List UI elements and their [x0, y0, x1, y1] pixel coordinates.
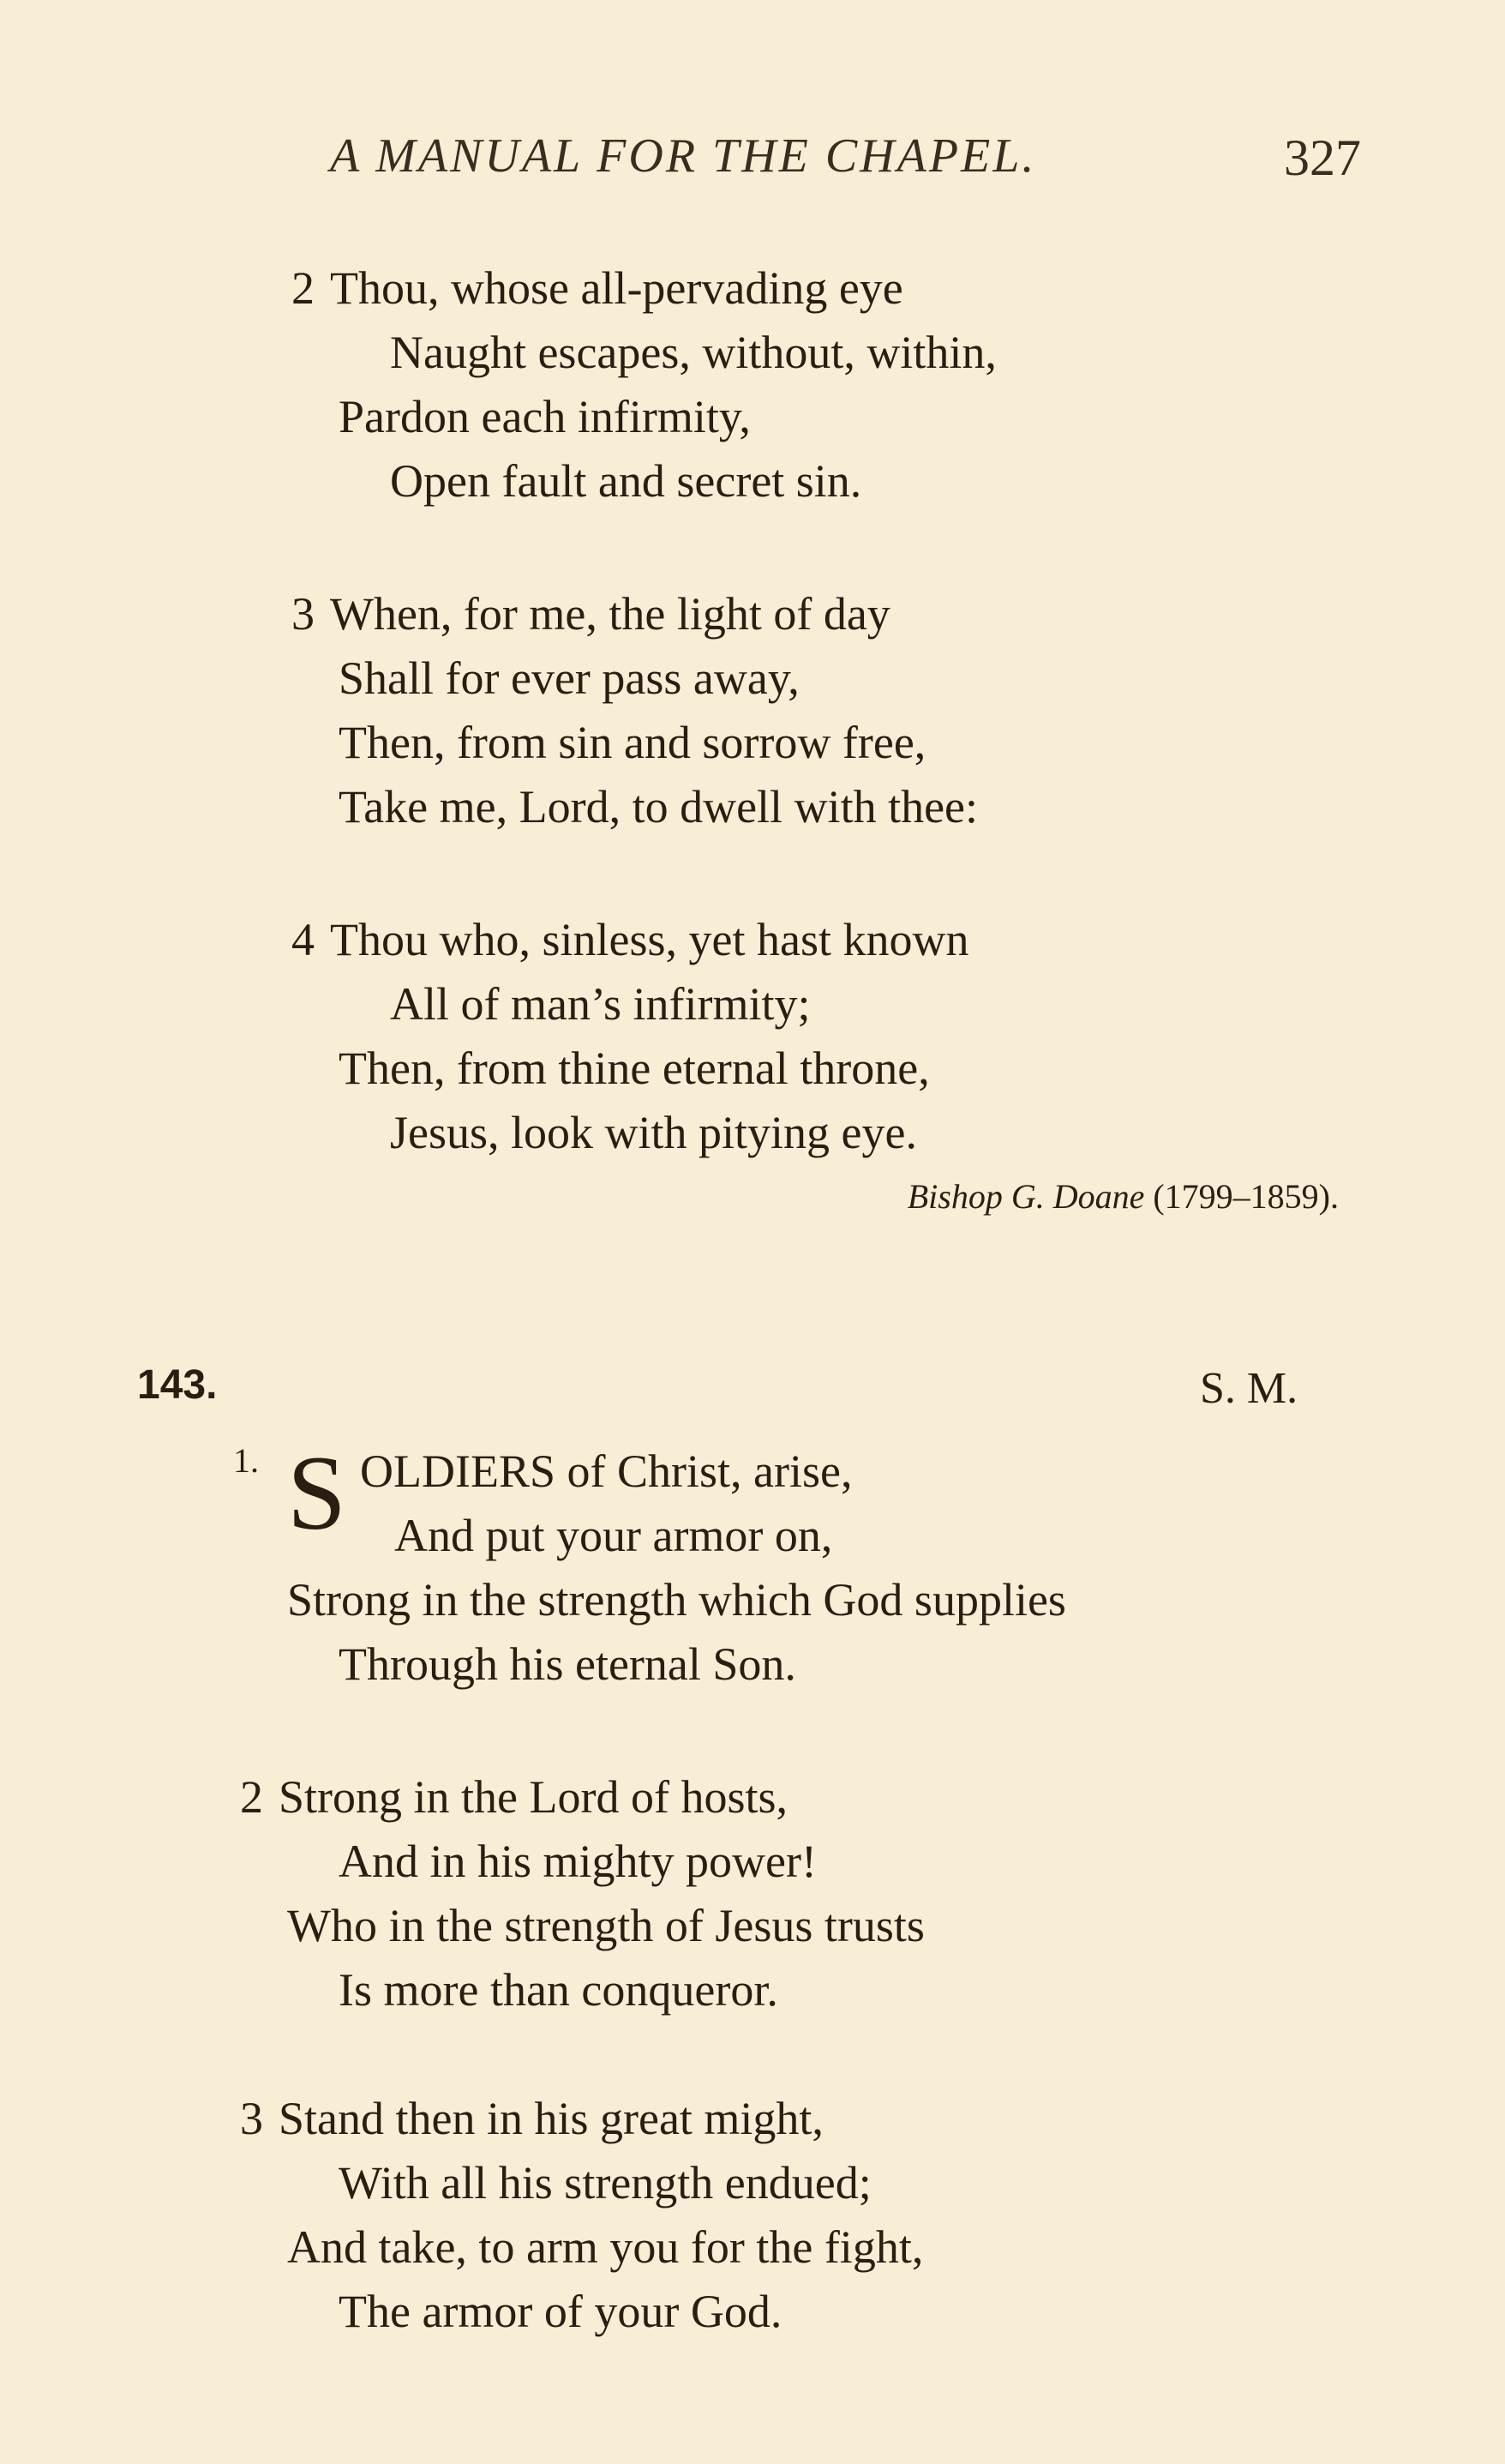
verse-line-text: of Christ, arise, [555, 1445, 853, 1497]
hymn-meter: S. M. [1200, 1364, 1298, 1413]
verse-number: 1. [233, 1441, 259, 1480]
verse-number: 4 [291, 914, 315, 965]
verse-line [240, 2092, 824, 2145]
verse-line [291, 913, 968, 966]
author-name: Bishop G. Doane [907, 1177, 1145, 1216]
verse-line: Jesus, look with pitying eye. [390, 1107, 917, 1158]
drop-cap: S [287, 1434, 346, 1552]
verse-line-text: Thou who, sinless, yet hast known [330, 914, 969, 965]
verse-line-text: Strong in the Lord of hosts, [279, 1771, 788, 1823]
verse-line: Pardon each infirmity, [339, 391, 751, 442]
verse-number: 2 [240, 1771, 263, 1823]
running-header: A MANUAL FOR THE CHAPEL. [330, 129, 1037, 183]
verse-line: Strong in the strength which God supplies [287, 1574, 1066, 1626]
verse-line: The armor of your God. [339, 2286, 782, 2337]
verse-line: With all his strength endued; [339, 2157, 872, 2209]
hymn-number: 143. [137, 1362, 218, 1408]
verse-line [291, 587, 890, 640]
verse-number: 3 [291, 588, 315, 640]
hymn-attribution [908, 1176, 1339, 1217]
verse-line: Open fault and secret sin. [390, 455, 862, 507]
verse-line: Through his eternal Son. [339, 1638, 796, 1690]
verse-line: Then, from thine eternal throne, [339, 1043, 930, 1094]
verse-line: And put your armor on, [394, 1510, 833, 1561]
verse-line [240, 1770, 788, 1824]
verse-number: 2 [291, 262, 315, 314]
author-years: (1799–1859). [1153, 1177, 1339, 1216]
verse-line: All of man’s infirmity; [390, 978, 811, 1030]
verse-line: Then, from sin and sorrow free, [339, 717, 926, 768]
page-number: 327 [1284, 129, 1361, 186]
verse-line-text: When, for me, the light of day [330, 588, 890, 640]
verse-line: And take, to arm you for the fight, [287, 2221, 924, 2273]
verse-line: Is more than conqueror. [339, 1964, 778, 2016]
verse-line [291, 261, 903, 315]
verse-line-text: Stand then in his great might, [279, 2093, 824, 2144]
first-word-rest: OLDIERS [360, 1445, 555, 1497]
verse-line: Shall for ever pass away, [339, 652, 800, 704]
verse-line: Who in the strength of Jesus trusts [287, 1900, 925, 1951]
verse-line [360, 1445, 852, 1498]
verse-line: And in his mighty power! [339, 1836, 817, 1887]
verse-number: 3 [240, 2093, 263, 2144]
verse-line: Take me, Lord, to dwell with thee: [339, 781, 979, 832]
verse-line-text: Thou, whose all-pervading eye [330, 262, 903, 314]
verse-line: Naught escapes, without, within, [390, 327, 997, 378]
